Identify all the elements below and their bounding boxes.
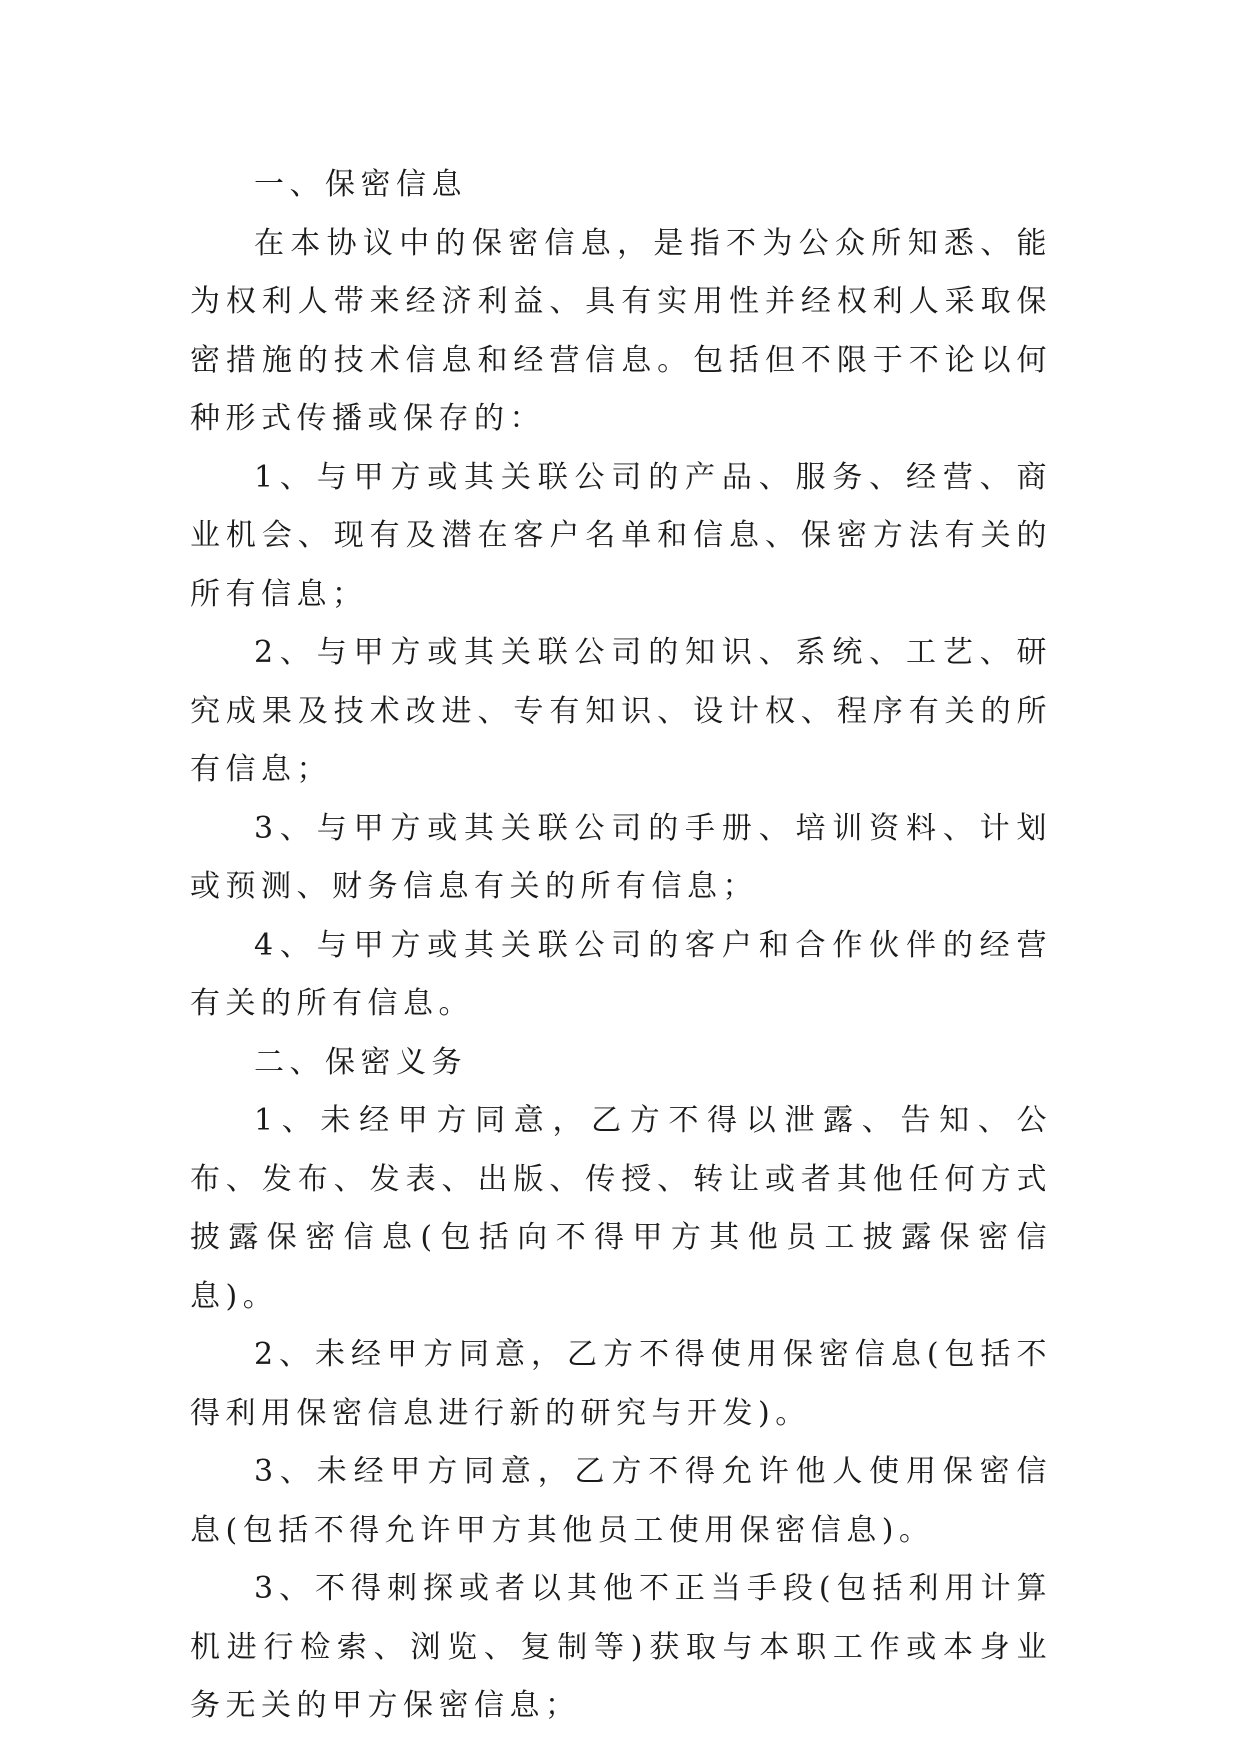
list-item-3: 3、与甲方或其关联公司的手册、培训资料、计划或预测、财务信息有关的所有信息； [190,810,1052,904]
section-heading-confidential-duty: 二、保密义务 [254,1044,467,1080]
paragraph-definition: 在本协议中的保密信息，是指不为公众所知悉、能为权利人带来经济利益、具有实用性并经权利人采取保密措施的技术信息和经营信息。包括但不限于不论以何种形式传播或保存的： [190,225,1052,436]
duty-item-1: 1、未经甲方同意，乙方不得以泄露、告知、公布、发布、发表、出版、传授、转让或者其他任何方式披露保密信息(包括向不得甲方其他员工披露保密信息)。 [190,1103,1052,1314]
section-heading-confidential-info: 一、保密信息 [254,167,467,202]
list-item-1: 1、与甲方或其关联公司的产品、服务、经营、商业机会、现有及潜在客户名单和信息、保密方法有关的所有信息； [190,459,1052,612]
document-body [190,156,1052,1736]
duty-item-2: 2、未经甲方同意，乙方不得使用保密信息(包括不得利用保密信息进行新的研究与开发)。 [190,1337,1052,1431]
duty-item-3b: 3、不得刺探或者以其他不正当手段(包括利用计算机进行检索、浏览、复制等)获取与本职工作或本身业务无关的甲方保密信息； [190,1571,1052,1723]
list-item-2: 2、与甲方或其关联公司的知识、系统、工艺、研究成果及技术改进、专有知识、设计权、程序有关的所有信息； [190,635,1052,787]
list-item-4: 4、与甲方或其关联公司的客户和合作伙伴的经营有关的所有信息。 [190,927,1052,1021]
duty-item-3: 3、未经甲方同意，乙方不得允许他人使用保密信息(包括不得允许甲方其他员工使用保密信息)。 [190,1454,1052,1548]
